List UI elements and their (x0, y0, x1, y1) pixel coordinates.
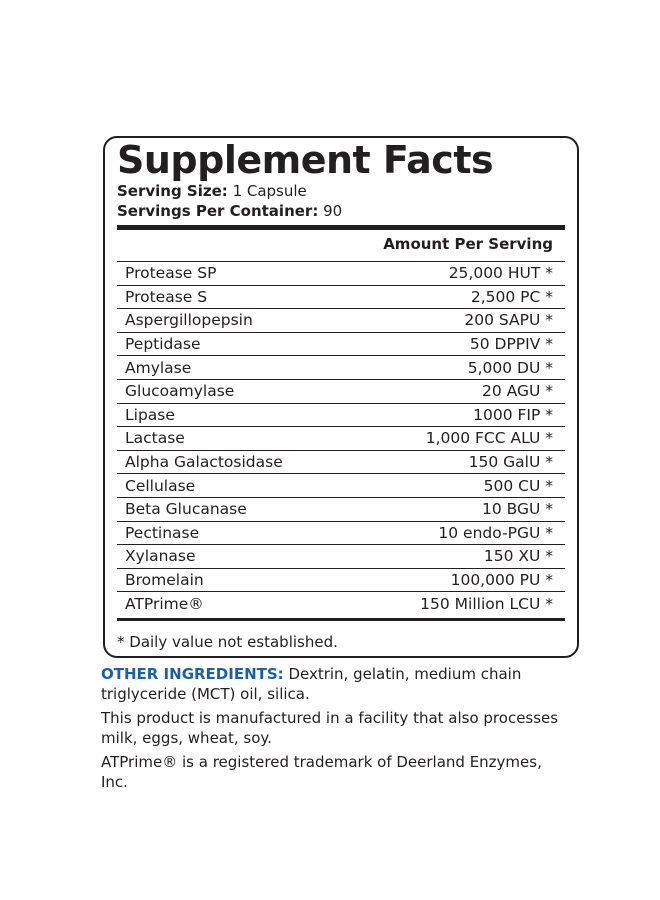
footnote: * Daily value not established. (117, 633, 338, 651)
trademark-notice: ATPrime® is a registered trademark of Deerland Enzymes, Inc. (101, 753, 542, 791)
ingredient-name: Pectinase (125, 523, 200, 542)
ingredient-amount: 100,000 PU * (450, 571, 553, 590)
ingredient-name: Glucoamylase (125, 382, 235, 401)
ingredient-amount: 150 XU * (483, 547, 553, 566)
thick-divider (117, 225, 565, 230)
facility-notice: This product is manufactured in a facility that also processes milk, eggs, wheat, soy. (101, 709, 559, 747)
table-row (117, 569, 565, 593)
servings-per-container-label: Servings Per Container: (117, 202, 319, 220)
table-row (117, 356, 565, 380)
ingredient-name: ATPrime® (125, 595, 204, 614)
ingredient-name: Protease SP (125, 264, 217, 283)
table-row (117, 451, 565, 475)
ingredient-name: Xylanase (125, 547, 196, 566)
ingredient-amount: 25,000 HUT * (448, 264, 553, 283)
ingredient-amount: 5,000 DU * (467, 358, 553, 377)
other-ingredients (101, 664, 571, 704)
ingredient-name: Lactase (125, 429, 185, 448)
table-row (117, 474, 565, 498)
other-ingredients-label: OTHER INGREDIENTS: (101, 665, 284, 683)
ingredient-name: Bromelain (125, 571, 204, 590)
supplement-facts-panel (103, 136, 579, 658)
other-ingredients-text: Dextrin, gelatin, medium chain triglyceride (MCT) oil, silica. (101, 665, 522, 703)
ingredient-amount: 150 Million LCU * (420, 595, 553, 614)
table-row (117, 333, 565, 357)
servings-per-container (117, 201, 342, 221)
panel-title: Supplement Facts (117, 138, 494, 182)
ingredient-amount: 500 CU * (483, 476, 553, 495)
amount-per-serving-header: Amount Per Serving (383, 235, 553, 253)
table-row (117, 262, 565, 286)
ingredient-amount: 20 AGU * (481, 382, 553, 401)
table-row (117, 286, 565, 310)
table-row (117, 545, 565, 569)
ingredient-name: Lipase (125, 405, 175, 424)
ingredient-amount: 150 GalU * (468, 453, 553, 472)
ingredient-name: Protease S (125, 287, 208, 306)
table-row (117, 498, 565, 522)
table-row (117, 380, 565, 404)
servings-per-container-value: 90 (323, 202, 343, 220)
ingredient-name: Alpha Galactosidase (125, 453, 283, 472)
table-row (117, 522, 565, 546)
table-row (117, 309, 565, 333)
ingredient-name: Peptidase (125, 335, 201, 354)
ingredient-table (117, 262, 565, 616)
ingredient-name: Cellulase (125, 476, 196, 495)
bottom-divider (117, 618, 565, 621)
serving-size-label: Serving Size: (117, 182, 228, 200)
serving-size (117, 181, 307, 201)
serving-size-value: 1 Capsule (232, 182, 307, 200)
ingredient-amount: 1000 FIP * (473, 405, 553, 424)
ingredient-amount: 200 SAPU * (464, 311, 553, 330)
table-row (117, 592, 565, 616)
table-row (117, 404, 565, 428)
ingredient-amount: 10 BGU * (481, 500, 553, 519)
ingredient-amount: 2,500 PC * (470, 287, 553, 306)
ingredient-name: Amylase (125, 358, 192, 377)
ingredient-amount: 1,000 FCC ALU * (425, 429, 553, 448)
table-row (117, 427, 565, 451)
ingredient-name: Beta Glucanase (125, 500, 247, 519)
ingredient-amount: 50 DPPIV * (469, 335, 553, 354)
ingredient-amount: 10 endo-PGU * (438, 523, 553, 542)
ingredient-name: Aspergillopepsin (125, 311, 253, 330)
